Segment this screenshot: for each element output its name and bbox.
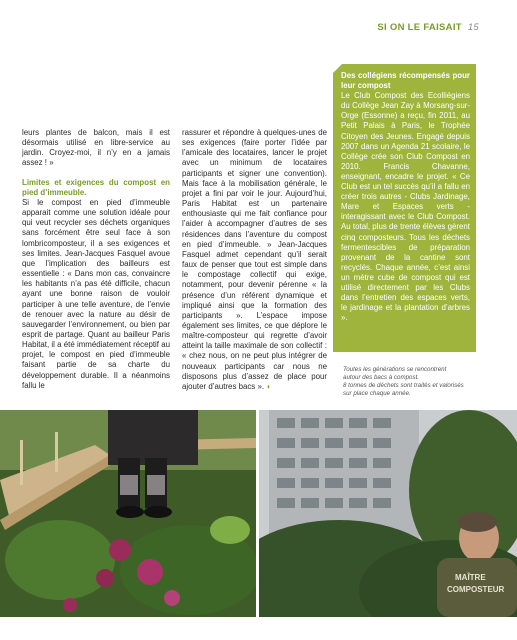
page-number: 15 xyxy=(467,22,479,33)
article-column-2 xyxy=(182,128,327,392)
section-title: SI ON LE FAISAIT xyxy=(377,22,462,33)
photo-caption xyxy=(343,366,483,398)
sidebar-title: Des collégiens récompensés pour leur compost xyxy=(341,71,470,91)
body-paragraph: Si le compost en pied d’immeuble apparait comme une solution idéale pour qui veut recycler ses déchets organiques sans forcément être seul face à son lombricomposteur, il a ses exigences et ses limites. Jean-Jacques Fasquel avoue que l’implication des bailleurs est essentielle : « Dans mon cas, convaincre les habitants n’a pas été difficile, chacun ayant une bonne raison de vouloir participer à une telle aventure, de l’envie de renouer avec la nature au désir de sauvegarder l’environnement, ou bien par esprit de partage. Quant au bailleur Paris Habitat, il a été immédiatement réceptif au projet, le compost en pied d’immeuble faisant partie de sa charte du développement durable. Il a néanmoins fallu le xyxy=(22,197,170,390)
running-header xyxy=(377,22,479,33)
corner-notch xyxy=(333,64,342,73)
end-mark-icon: ◗ xyxy=(266,381,272,391)
paragraph-spacer xyxy=(22,169,170,178)
caption-line: autour des bacs à compost. xyxy=(343,374,420,381)
sidebar-body: Le Club Compost des Ecolliégiens du Collège Jean Zay à Morsang-sur-Orge (Essonne) a reçu, fin 2011, au Petit Palais à Paris, le Trophée Citoyen des Jeunes. Engagé depuis 2007 dans un Agenda 21 scolaire, le Collège crée son Club Compost en 2010. Francis Chavanne, enseignant, encadre le projet. « Ce Club est un tel succès qu’il a fallu en créer trois autres - Clubs Jardinage, Mare et Espaces verts - interagissant avec le Club Compost. Au total, plus de trente élèves gèrent cinq composteurs. Tous les déchets fermentescibles de préparation provenant de la cantine sont recyclés. Chaque année, c’est ainsi un mètre cube de compost qui est utilisé directement par les Clubs dans l’entretien des espaces verts, le jardinage et la plantation d’arbres ». xyxy=(341,91,470,323)
caption-line: sur place chaque année. xyxy=(343,390,411,397)
sidebar-box xyxy=(333,64,476,352)
article-column-1 xyxy=(22,128,170,391)
apartment-photo xyxy=(259,410,517,617)
caption-line: Toutes les générations se rencontrent xyxy=(343,366,447,373)
garden-illustration xyxy=(0,410,256,617)
section-heading: Limites et exigences du compost en pied d’immeuble. xyxy=(22,177,170,197)
garden-photo xyxy=(0,410,256,617)
intro-paragraph: leurs plantes de balcon, mais il est désormais utilisé en libre-service au jardin. Croyez-moi, il n’y en a jamais assez ! » xyxy=(22,128,170,168)
body-paragraph-continued: rassurer et répondre à quelques-unes de ses exigences (faire porter l’idée par l’amicale des locataires, lancer le projet avec un minimum de locataires participants et signer une convention). Mais face à la mobilisation générale, le projet a fini par voir le jour. Aujourd’hui, Paris Habitat est un partenaire enthousiaste qui me fait confiance pour l’aider à accompagner d’autres de ses résidences dans l’aventure du compost en pied d’immeuble. » Jean-Jacques Fasquel admet cependant qu’il serait faux de penser que tout est simple dans le compostage collectif qui exige, notamment, pour devenir pérenne « la présence d’un référent dynamique et impliqué ainsi que la formation des participants ». L’espace impose également ses limites, ce que déplore le maître-composteur qui regrette d’avoir atteint la taille maximale de son collectif : « chez nous, on ne peut plus intégrer de nouveaux participants car nous ne disposons plus d’assez de place pour ajouter d’autres bacs ». xyxy=(182,128,327,391)
apartment-illustration xyxy=(259,410,517,617)
caption-line: 8 tonnes de déchets sont traités et valorisés xyxy=(343,382,464,389)
shirt-text: MAÎTRE xyxy=(455,573,486,582)
shirt-text: COMPOSTEUR xyxy=(447,585,505,594)
